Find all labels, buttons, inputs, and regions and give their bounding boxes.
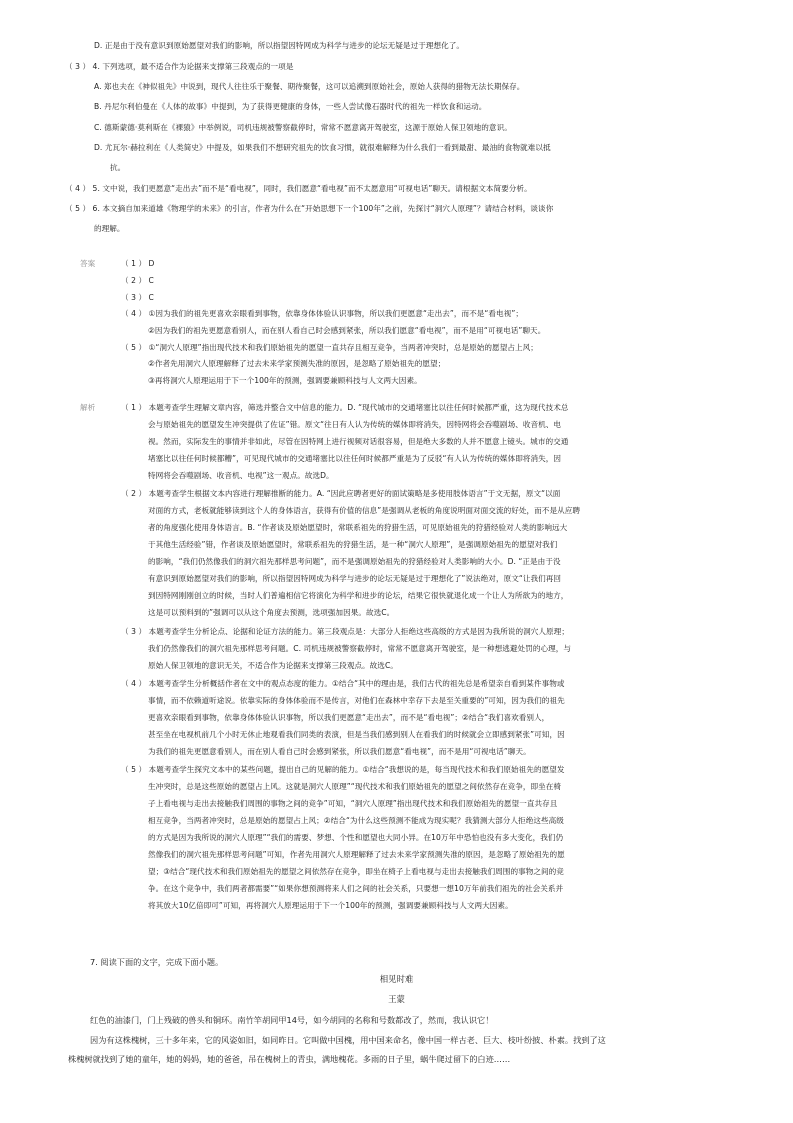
analysis-line: 到因特网刚刚创立的时候，当时人们普遍相信它将演化为科学和进步的论坛，结果它很快就退化成一个让人为所欲为的地方， [148, 591, 569, 600]
essay-author: 王蒙 [388, 994, 405, 1004]
answer-line: （ 2 ） C [121, 276, 154, 285]
question-6-stem: （ 5 ） 6. 本文摘自加来道雄《物理学的未来》的引言，作者为什么在“开始思想下一个100年”之前，先探讨“洞穴人原理”？请结合材料，谈谈你 [65, 204, 554, 213]
answer-line: ②因为我们的祖先更愿意看别人，而在别人看自己时会感到紧张，所以我们愿意“看电视”，而不是用“可视电话”聊天。 [148, 326, 546, 335]
question-4-option-b: B. 丹尼尔利伯曼在《人体的故事》中提到，为了获得更健康的身体，一些人尝试像石器时代的祖先一样饮食和运动。 [94, 102, 487, 111]
essay-paragraph: 红色的油漆门，门上残破的兽头和铜环。南竹竿胡同甲14号，如今胡同的名称和号数都改了，然而，我认识它！ [90, 1015, 494, 1025]
analysis-tag: 解析 [80, 403, 96, 412]
q3-option-d-line: D. 正是由于没有意识到原始愿望对我们的影响，所以指望因特网成为科学与进步的论坛无疑是过于理想化了。 [94, 41, 465, 50]
essay-paragraph: 株槐树就找到了她的童年，她的妈妈，她的爸爸，吊在槐树上的青虫，满地槐花。多雨的日子里，蜗牛爬过留下的白迹…… [68, 1054, 511, 1064]
analysis-line: 生冲突时，总是这些原始的愿望占上风。这就是洞穴人原理”“现代技术和我们原始祖先的愿望之间依然存在竞争，即坐在椅 [148, 782, 562, 791]
analysis-line: （ 5 ） 本题考查学生探究文本中的某些问题，提出自己的见解的能力。①结合“我想说的是，每当现代技术和我们原始祖先的愿望发 [121, 765, 565, 774]
question-4-option-d: D. 尤瓦尔·赫拉利在《人类简史》中提及，如果我们不想研究祖先的饮食习惯，就很难解释为什么我们一看到最甜、最油的食物就难以抵 [94, 143, 551, 152]
analysis-line: 我们仍然像我们的洞穴祖先那样思考问题。C. 司机违规被警察截停时，常常不愿意离开驾驶室，是一种想逃避处罚的心理，与 [148, 644, 572, 653]
analysis-line: 将其放大10亿倍即可”可知，再将洞穴人原理运用于下一个100年的预测，强调要兼顾科技与人文两大因素。 [148, 901, 513, 910]
analysis-line: （ 3 ） 本题考查学生分析论点、论据和论证方法的能力。第三段观点是：大部分人拒绝这些高级的方式是因为我所说的洞穴人原理； [121, 627, 569, 636]
analysis-line: （ 1 ） 本题考查学生理解文章内容，筛选并整合文中信息的能力。D. “现代城市的交通堵塞比以往任何时候都严重，这为现代技术总 [121, 403, 569, 412]
question-5-stem: （ 4 ） 5. 文中说，我们更愿意“走出去”而不是“看电视”，同时，我们愿意“看电视”而不太愿意用“可视电话”聊天。请根据文本简要分析。 [65, 184, 532, 193]
analysis-line: （ 4 ） 本题考查学生分析概括作者在文中的观点态度的能力。①结合“其中的理由是，我们古代的祖先总是希望亲自看到某件事物或 [121, 679, 565, 688]
analysis-line: 会与原始祖先的愿望发生冲突提供了佐证”错。原文“往日有人认为传统的媒体即将消失，因特网将会吞噬剧场、收音机、电 [148, 420, 562, 429]
essay-paragraph: 因为有这株槐树，三十多年来，它的风姿如旧，如同昨日。它叫做中国槐，用中国来命名，像中国一样古老、巨大、枝叶纷披、朴素。找到了这 [90, 1035, 606, 1045]
analysis-line: （ 2 ） 本题考查学生根据文本内容进行理解推断的能力。A. “因此应聘者更好的面试策略是多使用肢体语言”于文无据，原文“以面 [121, 489, 561, 498]
answer-line: ②作者先用洞穴人原理解释了过去未来学家预测失准的原因，是忽略了原始祖先的愿望； [148, 359, 446, 368]
analysis-line: 者的角度强化使用身体语言。B. “作者谈及原始愿望时，常联系祖先的狩猎生活，可见原始祖先的狩猎经验对人类的影响远大 [148, 523, 568, 532]
question-6-stem-cont: 的理解。 [94, 224, 125, 233]
analysis-line: 这是可以预料到的”强调可以从这个角度去预测，选项强加因果。故选C。 [148, 608, 395, 617]
analysis-line: 甚至坐在电视机前几个小时无休止地观看我们同类的表演，但是当我们感到别人在看我们的时候就会立即感到紧张”可知，因 [148, 730, 565, 739]
analysis-line: 争。在这个竞争中，我们两者都需要”“如果你想预测将来人们之间的社会关系，只要想一想10万年前我们祖先的社会关系并 [148, 884, 564, 893]
answer-line: （ 4 ） ①因为我们的祖先更喜欢亲眼看到事物，依靠身体体验认识事物，所以我们更愿意“走出去”，而不是“看电视”； [121, 309, 523, 318]
analysis-line: 特网将会吞噬剧场、收音机、电视”这一观点。故选D。 [148, 471, 334, 480]
analysis-line: 的影响，“我们仍然像我们的洞穴祖先那样思考问题”，而不是强调原始祖先的狩猎经验对人类影响的大小。D. “正是由于没 [148, 557, 561, 566]
answer-line: （ 1 ） D [121, 259, 155, 268]
analysis-line: 子上看电视与走出去接触我们周围的事物之间的竞争”可知，“洞穴人原理”指出现代技术和我们原始祖先的愿望一直共存且 [148, 799, 558, 808]
analysis-line: 望；③结合“现代技术和我们原始祖先的愿望之间依然存在竞争，即坐在椅子上看电视与走出去接触我们周围的事物之间的竞 [148, 867, 564, 876]
question-4-option-a: A. 郑也夫在《神似祖先》中说到，现代人往往乐于聚餐、期待聚餐，这可以追溯到原始社会，原始人获得的猎物无法长期保存。 [94, 82, 525, 91]
analysis-line: 有意识到原始愿望对我们的影响，所以指望因特网成为科学与进步的论坛无疑是过于理想化了”说法绝对，原文“让我们再回 [148, 574, 562, 583]
essay-title: 相见时难 [379, 974, 414, 984]
answer-line: （ 3 ） C [121, 293, 154, 302]
question-7-heading: 7. 阅读下面的文字，完成下面小题。 [90, 957, 224, 967]
answer-line: ③再将洞穴人原理运用于下一个100年的预测，强调要兼顾科技与人文两大因素。 [148, 376, 422, 385]
analysis-line: 相互竞争，当两者冲突时，总是原始的愿望占上风；②结合“为什么这些预测不能成为现实呢？我猜测大部分人拒绝这些高级 [148, 816, 564, 825]
answer-tag: 答案 [80, 259, 96, 268]
question-4-stem: （ 3 ） 4. 下列选项，最不适合作为论据来支撑第三段观点的一项是 [65, 62, 294, 71]
analysis-line: 事情，而不依赖道听途说。依靠实际的身体体验而不是传言，对他们在森林中幸存下去是至关重要的”可知，因为我们的祖先 [148, 696, 565, 705]
analysis-line: 原始人保卫领地的意识无关，不适合作为论据来支撑第三段观点。故选C。 [148, 661, 398, 670]
analysis-line: 然像我们的洞穴祖先那样思考问题”可知，作者先用洞穴人原理解释了过去未来学家预测失准的原因，是忽略了原始祖先的愿 [148, 850, 565, 859]
answer-line: （ 5 ） ①“洞穴人原理”指出现代技术和我们原始祖先的愿望一直共存且相互竞争，当两者冲突时，总是原始的愿望占上风； [121, 343, 538, 352]
analysis-line: 更喜欢亲眼看到事物，依靠身体体验认识事物，所以我们更愿意“走出去”，而不是“看电视”；②结合“我们喜欢看别人， [148, 713, 550, 722]
question-4-option-c: C. 德斯蒙德·莫利斯在《裸猿》中举例说，司机违规被警察截停时，常常不愿意离开驾驶室，这源于原始人保卫领地的意识。 [94, 123, 512, 132]
question-4-option-d-cont: 抗。 [110, 163, 126, 172]
analysis-line: 堵塞比以往任何时候都糟”，可见现代城市的交通堵塞比以往任何时候都严重是为了反驳“有人认为传统的媒体即将消失，因 [148, 454, 562, 463]
analysis-line: 于其他生活经验”错，作者谈及原始愿望时，常联系祖先的狩猎生活，是一种“洞穴人原理”，是强调原始祖先的愿望对我们 [148, 540, 558, 549]
analysis-line: 视。然而，实际发生的事情并非如此，尽管在因特网上进行视频对话很容易，但是绝大多数的人并不愿意上镜头。城市的交通 [148, 437, 569, 446]
analysis-line: 为我们的祖先更愿意看别人，而在别人看自己时会感到紧张，所以我们愿意“看电视”，而不是用“可视电话”聊天。 [148, 747, 531, 756]
analysis-line: 的方式是因为我所说的洞穴人原理”“我们的需要、梦想、个性和愿望也大同小异。在10万年中恐怕也没有多大变化，我们仍 [148, 833, 564, 842]
analysis-line: 对面的方式，老板就能够读到这个人的身体语言，获得有价值的信息”是强调从老板的角度说明面对面交流的好处，而不是从应聘 [148, 506, 581, 515]
